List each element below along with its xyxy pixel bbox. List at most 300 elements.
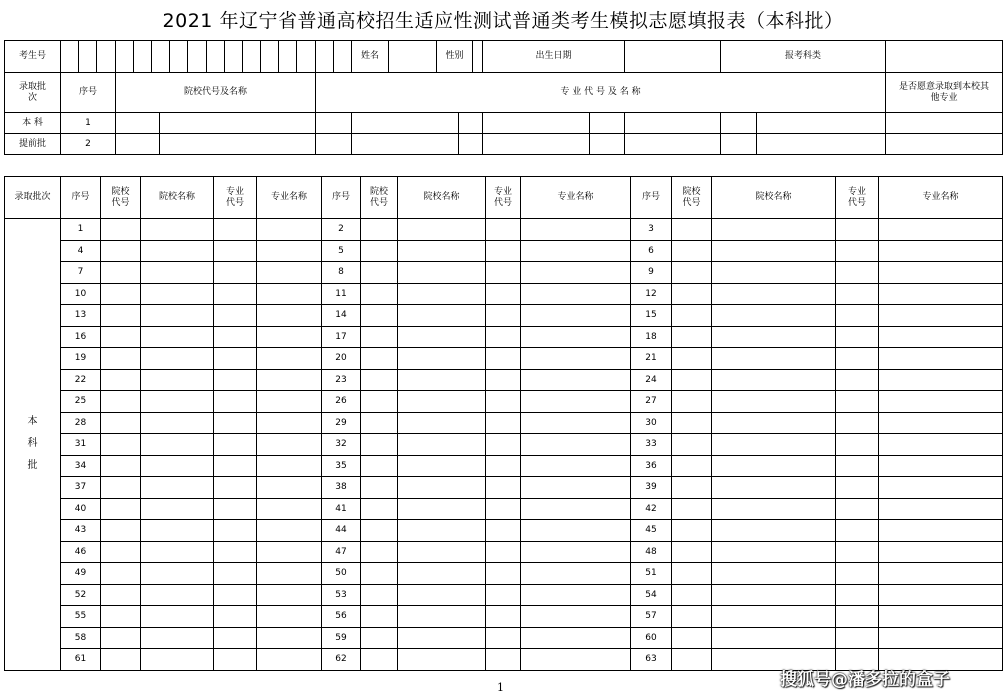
college-code-cell[interactable] xyxy=(672,477,712,499)
detail-row xyxy=(5,219,1003,241)
major-name-cell[interactable] xyxy=(521,219,631,241)
major-name-cell[interactable] xyxy=(625,134,721,155)
major-name-cell[interactable] xyxy=(879,262,1003,284)
major-name-cell[interactable] xyxy=(521,369,631,391)
detail-seq: 35 xyxy=(322,455,361,477)
major-name-cell[interactable] xyxy=(879,240,1003,262)
major-code-cell[interactable] xyxy=(836,563,879,585)
college-name-cell[interactable] xyxy=(712,369,836,391)
major-code-cell[interactable] xyxy=(214,563,257,585)
college-code-cell[interactable] xyxy=(101,262,141,284)
detail-major-name-header: 专业名称 xyxy=(521,177,631,219)
major-name-cell[interactable] xyxy=(625,113,721,134)
major-code-cell[interactable] xyxy=(214,627,257,649)
college-name-cell[interactable] xyxy=(712,283,836,305)
college-name-cell[interactable] xyxy=(398,391,486,413)
major-code-cell[interactable] xyxy=(836,520,879,542)
college-name-cell[interactable] xyxy=(712,455,836,477)
major-code-cell[interactable] xyxy=(486,584,521,606)
college-code-cell[interactable] xyxy=(101,434,141,456)
major-code-cell[interactable] xyxy=(214,477,257,499)
birth-label: 出生日期 xyxy=(483,41,625,73)
college-code-cell[interactable] xyxy=(361,477,398,499)
major-name-cell[interactable] xyxy=(257,606,322,628)
college-code-cell[interactable] xyxy=(361,348,398,370)
college-code-cell[interactable] xyxy=(361,649,398,671)
major-code-cell[interactable] xyxy=(486,649,521,671)
major-code-cell[interactable] xyxy=(486,563,521,585)
college-name-cell[interactable] xyxy=(141,498,214,520)
major-name-cell[interactable] xyxy=(879,477,1003,499)
major-code-cell[interactable] xyxy=(459,134,483,155)
college-name-cell[interactable] xyxy=(712,584,836,606)
major-name-cell[interactable] xyxy=(521,563,631,585)
college-name-cell[interactable] xyxy=(160,134,316,155)
major-code-cell[interactable] xyxy=(836,627,879,649)
major-name-cell[interactable] xyxy=(257,498,322,520)
major-code-cell[interactable] xyxy=(316,134,352,155)
college-name-cell[interactable] xyxy=(141,348,214,370)
college-name-cell[interactable] xyxy=(712,520,836,542)
major-code-cell[interactable] xyxy=(486,541,521,563)
major-name-cell[interactable] xyxy=(521,649,631,671)
college-name-cell[interactable] xyxy=(141,627,214,649)
college-code-cell[interactable] xyxy=(101,649,141,671)
major-code-cell[interactable] xyxy=(836,348,879,370)
major-code-cell[interactable] xyxy=(214,369,257,391)
major-code-cell[interactable] xyxy=(214,434,257,456)
major-name-cell[interactable] xyxy=(521,412,631,434)
college-name-cell[interactable] xyxy=(398,520,486,542)
college-name-cell[interactable] xyxy=(398,477,486,499)
detail-row xyxy=(5,606,1003,628)
college-name-cell[interactable] xyxy=(141,283,214,305)
major-name-cell[interactable] xyxy=(521,305,631,327)
college-name-cell[interactable] xyxy=(141,412,214,434)
college-name-cell[interactable] xyxy=(712,219,836,241)
college-code-cell[interactable] xyxy=(672,412,712,434)
major-code-cell[interactable] xyxy=(590,134,625,155)
detail-seq: 25 xyxy=(61,391,101,413)
college-name-cell[interactable] xyxy=(398,563,486,585)
major-name-cell[interactable] xyxy=(879,219,1003,241)
major-code-cell[interactable] xyxy=(836,369,879,391)
college-code-cell[interactable] xyxy=(101,412,141,434)
college-name-cell[interactable] xyxy=(141,563,214,585)
detail-row xyxy=(5,369,1003,391)
major-code-cell[interactable] xyxy=(721,113,757,134)
major-code-cell[interactable] xyxy=(486,412,521,434)
college-code-cell[interactable] xyxy=(672,262,712,284)
college-name-cell[interactable] xyxy=(712,305,836,327)
college-name-cell[interactable] xyxy=(712,391,836,413)
major-name-cell[interactable] xyxy=(879,326,1003,348)
major-code-cell[interactable] xyxy=(486,606,521,628)
major-code-cell[interactable] xyxy=(836,391,879,413)
major-name-cell[interactable] xyxy=(521,326,631,348)
college-code-cell[interactable] xyxy=(361,627,398,649)
college-name-cell[interactable] xyxy=(141,584,214,606)
college-name-cell[interactable] xyxy=(141,326,214,348)
major-name-cell[interactable] xyxy=(879,627,1003,649)
major-code-cell[interactable] xyxy=(486,627,521,649)
college-name-cell[interactable] xyxy=(712,498,836,520)
major-name-cell[interactable] xyxy=(257,434,322,456)
college-code-cell[interactable] xyxy=(101,369,141,391)
major-code-cell[interactable] xyxy=(836,584,879,606)
college-code-cell[interactable] xyxy=(672,369,712,391)
college-code-cell[interactable] xyxy=(361,262,398,284)
adjust-cell[interactable] xyxy=(886,113,1003,134)
major-name-cell[interactable] xyxy=(257,455,322,477)
detail-seq: 27 xyxy=(631,391,672,413)
major-name-cell[interactable] xyxy=(521,455,631,477)
college-name-cell[interactable] xyxy=(712,606,836,628)
major-code-cell[interactable] xyxy=(214,240,257,262)
major-name-cell[interactable] xyxy=(257,520,322,542)
major-name-cell[interactable] xyxy=(879,584,1003,606)
detail-seq: 49 xyxy=(61,563,101,585)
major-name-cell[interactable] xyxy=(879,348,1003,370)
college-code-cell[interactable] xyxy=(101,498,141,520)
major-code-cell[interactable] xyxy=(214,455,257,477)
major-name-cell[interactable] xyxy=(352,113,459,134)
college-code-cell[interactable] xyxy=(101,348,141,370)
major-name-cell[interactable] xyxy=(879,369,1003,391)
major-code-cell[interactable] xyxy=(486,305,521,327)
major-name-cell[interactable] xyxy=(521,606,631,628)
major-name-cell[interactable] xyxy=(879,563,1003,585)
college-name-cell[interactable] xyxy=(141,477,214,499)
college-name-cell[interactable] xyxy=(398,305,486,327)
college-code-cell[interactable] xyxy=(361,455,398,477)
college-code-cell[interactable] xyxy=(361,563,398,585)
college-name-cell[interactable] xyxy=(141,262,214,284)
detail-seq: 36 xyxy=(631,455,672,477)
major-name-cell[interactable] xyxy=(257,563,322,585)
college-name-cell[interactable] xyxy=(398,240,486,262)
major-name-cell[interactable] xyxy=(521,391,631,413)
college-code-cell[interactable] xyxy=(361,498,398,520)
major-code-cell[interactable] xyxy=(214,412,257,434)
college-code-cell[interactable] xyxy=(361,412,398,434)
major-code-cell[interactable] xyxy=(836,455,879,477)
major-name-cell[interactable] xyxy=(879,391,1003,413)
college-name-cell[interactable] xyxy=(141,606,214,628)
birth-field[interactable] xyxy=(625,41,721,73)
college-name-cell[interactable] xyxy=(398,584,486,606)
major-name-cell[interactable] xyxy=(521,477,631,499)
major-code-cell[interactable] xyxy=(214,262,257,284)
college-code-cell[interactable] xyxy=(672,391,712,413)
major-code-cell[interactable] xyxy=(214,305,257,327)
major-code-cell[interactable] xyxy=(721,134,757,155)
college-name-cell[interactable] xyxy=(398,455,486,477)
college-name-cell[interactable] xyxy=(398,348,486,370)
major-code-cell[interactable] xyxy=(486,477,521,499)
college-code-cell[interactable] xyxy=(361,305,398,327)
major-name-cell[interactable] xyxy=(521,520,631,542)
major-code-cell[interactable] xyxy=(836,219,879,241)
major-name-cell[interactable] xyxy=(521,541,631,563)
major-code-cell[interactable] xyxy=(486,262,521,284)
college-name-cell[interactable] xyxy=(398,219,486,241)
college-name-cell[interactable] xyxy=(712,541,836,563)
major-code-cell[interactable] xyxy=(486,326,521,348)
college-code-cell[interactable] xyxy=(672,498,712,520)
major-code-cell[interactable] xyxy=(836,305,879,327)
major-code-cell[interactable] xyxy=(316,113,352,134)
major-code-cell[interactable] xyxy=(836,477,879,499)
college-name-cell[interactable] xyxy=(398,606,486,628)
college-code-cell[interactable] xyxy=(672,563,712,585)
major-name-cell[interactable] xyxy=(257,369,322,391)
exam-no-label: 考生号 xyxy=(5,41,61,73)
college-code-cell[interactable] xyxy=(361,369,398,391)
major-name-cell[interactable] xyxy=(257,391,322,413)
college-code-cell[interactable] xyxy=(101,584,141,606)
college-code-cell[interactable] xyxy=(101,606,141,628)
major-code-cell[interactable] xyxy=(214,498,257,520)
detail-seq: 11 xyxy=(322,283,361,305)
major-name-cell[interactable] xyxy=(257,477,322,499)
college-code-cell[interactable] xyxy=(672,584,712,606)
major-name-cell[interactable] xyxy=(879,455,1003,477)
major-code-cell[interactable] xyxy=(486,455,521,477)
major-name-cell[interactable] xyxy=(521,627,631,649)
college-code-cell[interactable] xyxy=(116,113,160,134)
college-code-cell[interactable] xyxy=(101,240,141,262)
detail-row xyxy=(5,262,1003,284)
major-name-cell[interactable] xyxy=(757,113,886,134)
major-name-cell[interactable] xyxy=(521,240,631,262)
college-name-cell[interactable] xyxy=(712,326,836,348)
college-name-cell[interactable] xyxy=(398,498,486,520)
major-code-cell[interactable] xyxy=(836,498,879,520)
major-name-cell[interactable] xyxy=(483,113,590,134)
major-name-cell[interactable] xyxy=(521,434,631,456)
college-code-cell[interactable] xyxy=(101,563,141,585)
gender-field[interactable] xyxy=(473,41,482,72)
major-code-cell[interactable] xyxy=(486,391,521,413)
college-name-cell[interactable] xyxy=(712,262,836,284)
major-name-cell[interactable] xyxy=(257,541,322,563)
detail-seq: 62 xyxy=(322,649,361,671)
college-code-cell[interactable] xyxy=(101,391,141,413)
major-name-cell[interactable] xyxy=(257,283,322,305)
college-code-cell[interactable] xyxy=(101,326,141,348)
major-name-cell[interactable] xyxy=(521,283,631,305)
college-code-cell[interactable] xyxy=(361,434,398,456)
major-code-cell[interactable] xyxy=(214,649,257,671)
college-code-cell[interactable] xyxy=(672,326,712,348)
major-code-cell[interactable] xyxy=(836,434,879,456)
college-name-cell[interactable] xyxy=(141,305,214,327)
major-code-cell[interactable] xyxy=(214,541,257,563)
major-code-cell[interactable] xyxy=(214,606,257,628)
major-code-cell[interactable] xyxy=(486,520,521,542)
college-code-cell[interactable] xyxy=(672,606,712,628)
major-code-cell[interactable] xyxy=(214,348,257,370)
major-code-cell[interactable] xyxy=(214,391,257,413)
college-name-cell[interactable] xyxy=(141,649,214,671)
college-code-cell[interactable] xyxy=(361,219,398,241)
major-name-cell[interactable] xyxy=(879,541,1003,563)
major-name-cell[interactable] xyxy=(257,584,322,606)
college-code-cell[interactable] xyxy=(672,305,712,327)
college-code-cell[interactable] xyxy=(672,649,712,671)
college-code-cell[interactable] xyxy=(672,434,712,456)
detail-seq: 3 xyxy=(631,219,672,241)
detail-major-code-header: 专业代号 xyxy=(214,177,257,219)
college-code-cell[interactable] xyxy=(672,541,712,563)
college-name-cell[interactable] xyxy=(141,219,214,241)
major-code-cell[interactable] xyxy=(214,520,257,542)
college-code-cell[interactable] xyxy=(101,477,141,499)
college-code-cell[interactable] xyxy=(101,219,141,241)
college-name-cell[interactable] xyxy=(712,627,836,649)
college-name-cell[interactable] xyxy=(398,649,486,671)
college-name-cell[interactable] xyxy=(141,434,214,456)
college-name-cell[interactable] xyxy=(141,240,214,262)
major-name-cell[interactable] xyxy=(352,134,459,155)
college-code-cell[interactable] xyxy=(361,520,398,542)
major-code-cell[interactable] xyxy=(214,584,257,606)
college-name-cell[interactable] xyxy=(398,283,486,305)
college-code-cell[interactable] xyxy=(361,326,398,348)
major-code-cell[interactable] xyxy=(214,283,257,305)
college-code-cell[interactable] xyxy=(101,541,141,563)
major-name-cell[interactable] xyxy=(257,305,322,327)
exam-no-boxes[interactable] xyxy=(61,41,352,73)
college-code-cell[interactable] xyxy=(672,240,712,262)
major-name-cell[interactable] xyxy=(257,219,322,241)
detail-college-code-header: 院校代号 xyxy=(101,177,141,219)
adjust-cell[interactable] xyxy=(886,134,1003,155)
major-name-cell[interactable] xyxy=(879,283,1003,305)
detail-seq: 60 xyxy=(631,627,672,649)
college-name-cell[interactable] xyxy=(398,627,486,649)
college-name-cell[interactable] xyxy=(712,412,836,434)
major-name-cell[interactable] xyxy=(257,348,322,370)
major-code-cell[interactable] xyxy=(836,262,879,284)
major-code-cell[interactable] xyxy=(590,113,625,134)
major-code-cell[interactable] xyxy=(836,240,879,262)
major-name-cell[interactable] xyxy=(483,134,590,155)
college-code-cell[interactable] xyxy=(361,606,398,628)
college-code-cell[interactable] xyxy=(672,219,712,241)
college-name-cell[interactable] xyxy=(712,563,836,585)
college-code-cell[interactable] xyxy=(101,627,141,649)
major-code-cell[interactable] xyxy=(486,283,521,305)
major-name-cell[interactable] xyxy=(257,649,322,671)
college-name-cell[interactable] xyxy=(398,262,486,284)
college-name-cell[interactable] xyxy=(141,455,214,477)
major-name-cell[interactable] xyxy=(521,262,631,284)
major-name-cell[interactable] xyxy=(257,412,322,434)
college-name-cell[interactable] xyxy=(141,520,214,542)
college-name-cell[interactable] xyxy=(398,326,486,348)
detail-row xyxy=(5,455,1003,477)
major-name-cell[interactable] xyxy=(257,627,322,649)
major-code-cell[interactable] xyxy=(836,606,879,628)
major-code-cell[interactable] xyxy=(486,434,521,456)
major-code-cell[interactable] xyxy=(459,113,483,134)
detail-seq: 4 xyxy=(61,240,101,262)
college-name-cell[interactable] xyxy=(141,541,214,563)
college-name-cell[interactable] xyxy=(712,434,836,456)
major-name-cell[interactable] xyxy=(879,412,1003,434)
detail-table xyxy=(4,176,1003,671)
college-code-cell[interactable] xyxy=(116,134,160,155)
major-name-cell[interactable] xyxy=(879,606,1003,628)
major-code-cell[interactable] xyxy=(214,219,257,241)
major-code-cell[interactable] xyxy=(214,326,257,348)
college-code-cell[interactable] xyxy=(361,541,398,563)
major-name-cell[interactable] xyxy=(521,498,631,520)
major-code-cell[interactable] xyxy=(836,541,879,563)
major-name-cell[interactable] xyxy=(757,134,886,155)
college-name-cell[interactable] xyxy=(141,369,214,391)
major-name-cell[interactable] xyxy=(879,434,1003,456)
college-code-cell[interactable] xyxy=(361,240,398,262)
major-name-cell[interactable] xyxy=(879,520,1003,542)
college-code-cell[interactable] xyxy=(672,627,712,649)
major-code-cell[interactable] xyxy=(486,369,521,391)
major-name-cell[interactable] xyxy=(257,262,322,284)
college-name-cell[interactable] xyxy=(398,369,486,391)
name-field[interactable] xyxy=(389,41,437,72)
major-code-cell[interactable] xyxy=(836,326,879,348)
major-name-cell[interactable] xyxy=(257,240,322,262)
detail-header-row xyxy=(5,177,1003,219)
major-code-cell[interactable] xyxy=(836,283,879,305)
college-code-cell[interactable] xyxy=(672,520,712,542)
college-name-cell[interactable] xyxy=(141,391,214,413)
college-name-cell[interactable] xyxy=(398,434,486,456)
college-code-cell[interactable] xyxy=(361,283,398,305)
college-code-cell[interactable] xyxy=(361,584,398,606)
major-name-cell[interactable] xyxy=(521,584,631,606)
college-code-cell[interactable] xyxy=(101,455,141,477)
college-code-cell[interactable] xyxy=(101,305,141,327)
college-name-cell[interactable] xyxy=(160,113,316,134)
college-code-cell[interactable] xyxy=(672,455,712,477)
major-code-cell[interactable] xyxy=(486,219,521,241)
college-name-cell[interactable] xyxy=(712,240,836,262)
college-code-cell[interactable] xyxy=(672,348,712,370)
major-code-cell[interactable] xyxy=(836,412,879,434)
major-code-cell[interactable] xyxy=(486,498,521,520)
major-code-cell[interactable] xyxy=(486,240,521,262)
major-name-cell[interactable] xyxy=(879,498,1003,520)
major-name-cell[interactable] xyxy=(879,305,1003,327)
college-code-cell[interactable] xyxy=(101,520,141,542)
college-code-cell[interactable] xyxy=(361,391,398,413)
major-code-cell[interactable] xyxy=(486,348,521,370)
college-name-cell[interactable] xyxy=(398,541,486,563)
major-name-cell[interactable] xyxy=(521,348,631,370)
major-name-cell[interactable] xyxy=(257,326,322,348)
subject-field[interactable] xyxy=(886,41,1003,73)
college-name-cell[interactable] xyxy=(398,412,486,434)
college-name-cell[interactable] xyxy=(712,477,836,499)
college-code-cell[interactable] xyxy=(101,283,141,305)
detail-college-name-header: 院校名称 xyxy=(141,177,214,219)
college-code-cell[interactable] xyxy=(672,283,712,305)
college-name-cell[interactable] xyxy=(712,348,836,370)
detail-seq: 30 xyxy=(631,412,672,434)
